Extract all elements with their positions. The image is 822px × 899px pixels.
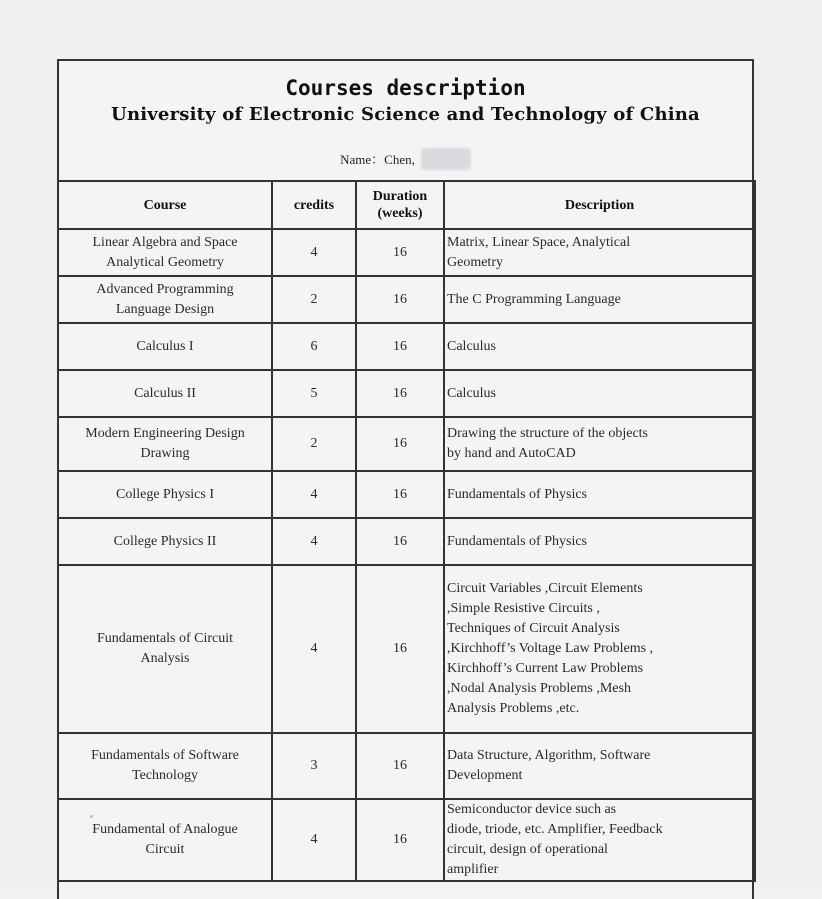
table-row bbox=[58, 565, 755, 733]
header-credits: credits bbox=[272, 181, 356, 229]
table-header-row bbox=[58, 181, 755, 229]
description-cell: Fundamentals of Physics bbox=[444, 471, 755, 518]
table-row bbox=[58, 323, 755, 370]
table-row bbox=[58, 733, 755, 799]
table-row bbox=[58, 417, 755, 471]
credits-cell: 2 bbox=[272, 417, 356, 471]
credits-cell: 6 bbox=[272, 323, 356, 370]
course-name-cell: Calculus II bbox=[58, 370, 272, 417]
table-row bbox=[58, 229, 755, 276]
duration-cell: 16 bbox=[356, 733, 444, 799]
course-name-cell: Linear Algebra and Space Analytical Geometry bbox=[58, 229, 272, 276]
header-course: Course bbox=[58, 181, 272, 229]
student-name-label: Name：Chen, bbox=[340, 152, 415, 167]
course-name-cell: College Physics II bbox=[58, 518, 272, 565]
credits-cell: 4 bbox=[272, 799, 356, 881]
duration-cell: 16 bbox=[356, 370, 444, 417]
description-cell: Calculus bbox=[444, 370, 755, 417]
courses-table bbox=[57, 180, 756, 882]
table-row bbox=[58, 471, 755, 518]
course-name-cell: Calculus I bbox=[58, 323, 272, 370]
course-name-cell: Modern Engineering Design Drawing bbox=[58, 417, 272, 471]
document-title: Courses description bbox=[285, 76, 526, 100]
credits-cell: 5 bbox=[272, 370, 356, 417]
header-duration: Duration (weeks) bbox=[356, 181, 444, 229]
duration-cell: 16 bbox=[356, 799, 444, 881]
credits-cell: 2 bbox=[272, 276, 356, 323]
course-name-cell: College Physics I bbox=[58, 471, 272, 518]
table-row bbox=[58, 518, 755, 565]
duration-cell: 16 bbox=[356, 417, 444, 471]
duration-cell: 16 bbox=[356, 229, 444, 276]
scan-speck bbox=[90, 815, 93, 818]
student-name-line bbox=[59, 149, 752, 170]
duration-cell: 16 bbox=[356, 323, 444, 370]
credits-cell: 4 bbox=[272, 471, 356, 518]
course-name-cell: Fundamentals of Circuit Analysis bbox=[58, 565, 272, 733]
table-row bbox=[58, 799, 755, 881]
credits-cell: 4 bbox=[272, 518, 356, 565]
description-cell: The C Programming Language bbox=[444, 276, 755, 323]
description-cell: Matrix, Linear Space, Analytical Geometry bbox=[444, 229, 755, 276]
duration-cell: 16 bbox=[356, 518, 444, 565]
description-cell: Semiconductor device such as diode, triode, etc. Amplifier, Feedback circuit, design of operational amplifier bbox=[444, 799, 755, 881]
course-name-cell: Fundamentals of Software Technology bbox=[58, 733, 272, 799]
description-cell: Circuit Variables ,Circuit Elements ,Simple Resistive Circuits , Techniques of Circuit Analysis ,Kirchhoff’s Voltage Law Problems , Kirchhoff’s Current Law Problems ,Nodal Analysis Problems ,Mesh Analysis Problems ,etc. bbox=[444, 565, 755, 733]
credits-cell: 4 bbox=[272, 229, 356, 276]
description-cell: Calculus bbox=[444, 323, 755, 370]
duration-cell: 16 bbox=[356, 565, 444, 733]
course-name-cell: Advanced Programming Language Design bbox=[58, 276, 272, 323]
description-cell: Fundamentals of Physics bbox=[444, 518, 755, 565]
course-table-frame bbox=[57, 59, 754, 899]
description-cell: Data Structure, Algorithm, Software Development bbox=[444, 733, 755, 799]
table-row bbox=[58, 370, 755, 417]
header-description: Description bbox=[444, 181, 755, 229]
document-header bbox=[59, 61, 752, 182]
credits-cell: 4 bbox=[272, 565, 356, 733]
duration-cell: 16 bbox=[356, 471, 444, 518]
course-name-cell: Fundamental of Analogue Circuit bbox=[58, 799, 272, 881]
table-row bbox=[58, 276, 755, 323]
university-name: University of Electronic Science and Technology of China bbox=[111, 104, 700, 125]
description-cell: Drawing the structure of the objects by hand and AutoCAD bbox=[444, 417, 755, 471]
redacted-name bbox=[421, 148, 471, 170]
duration-cell: 16 bbox=[356, 276, 444, 323]
credits-cell: 3 bbox=[272, 733, 356, 799]
